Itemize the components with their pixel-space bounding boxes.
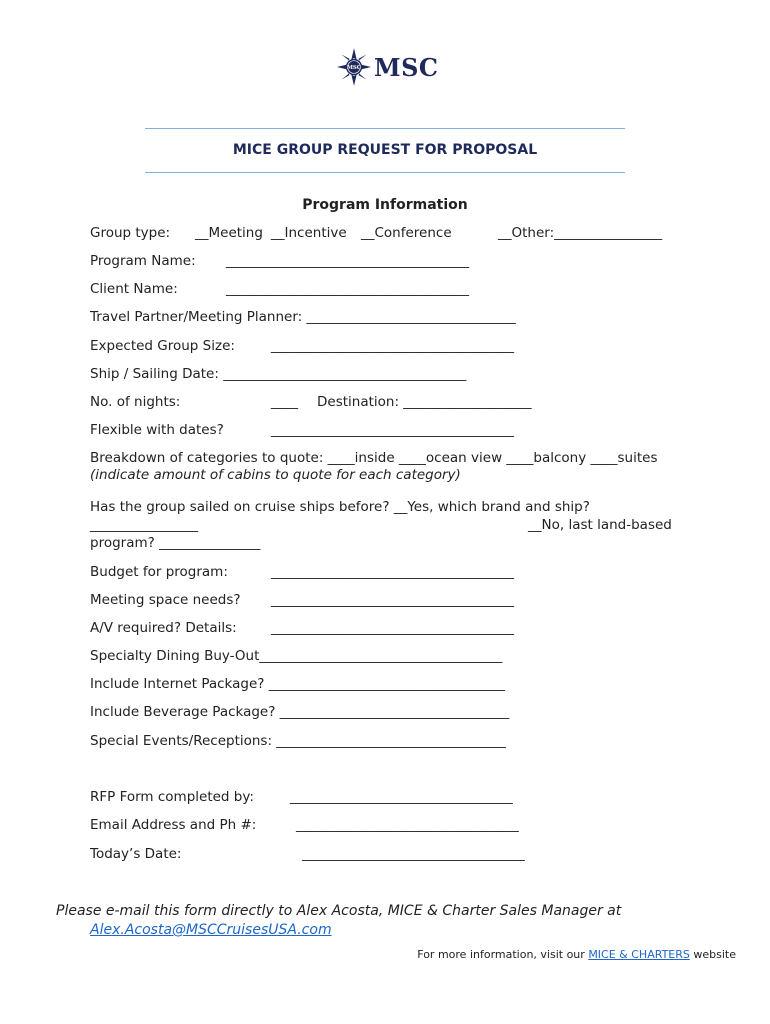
completed-by-label: RFP Form completed by: [90,789,254,805]
program-name-field[interactable]: ____________________________________ [226,253,469,269]
client-name-label: Client Name: [90,281,178,297]
no-land-based-option[interactable]: __No, last land-based [528,517,672,533]
last-program-field[interactable]: program? _______________ [90,535,261,551]
group-size-label: Expected Group Size: [90,338,235,354]
av-field[interactable]: ____________________________________ [271,620,514,636]
more-info [417,948,736,961]
email-instructions [56,902,621,940]
travel-partner-field[interactable]: Travel Partner/Meeting Planner: _______________________________ [90,309,516,325]
compass-rose-icon [336,47,372,87]
nights-label: No. of nights: [90,394,181,410]
sailed-before-question[interactable]: Has the group sailed on cruise ships before? __Yes, which brand and ship? [90,499,590,515]
destination-field[interactable]: Destination: ___________________ [317,394,532,410]
internet-package-field[interactable]: Include Internet Package? ___________________________________ [90,676,505,692]
group-type-label: Group type: [90,225,171,241]
mice-charters-link[interactable]: MICE & CHARTERS [588,948,690,961]
meeting-option[interactable]: __Meeting [195,225,263,241]
todays-date-label: Today’s Date: [90,846,182,862]
category-breakdown-note: (indicate amount of cabins to quote for each category) [90,467,461,483]
group-size-field[interactable]: ____________________________________ [271,338,514,354]
meeting-space-label: Meeting space needs? [90,592,241,608]
flexible-dates-field[interactable]: ____________________________________ [271,422,514,438]
meeting-space-field[interactable]: ____________________________________ [271,592,514,608]
todays-date-field[interactable]: _________________________________ [302,846,525,862]
beverage-package-field[interactable]: Include Beverage Package? __________________________________ [90,704,510,720]
brand-name: MSC [374,52,439,82]
email-instructions-text: Please e-mail this form directly to Alex Acosta, MICE & Charter Sales Manager at [56,903,622,919]
av-label: A/V required? Details: [90,620,237,636]
conference-option[interactable]: __Conference [361,225,452,241]
email-phone-field[interactable]: _________________________________ [296,817,519,833]
title-rule-bottom [145,172,625,173]
special-events-field[interactable]: Special Events/Receptions: __________________________________ [90,733,506,749]
section-heading: Program Information [302,197,468,213]
other-option[interactable]: __Other:________________ [498,225,663,241]
more-info-prefix: For more information, visit our [417,948,585,961]
nights-field[interactable]: ____ [271,394,298,410]
client-name-field[interactable]: ____________________________________ [226,281,469,297]
emblem-text: MSC [346,65,362,72]
flexible-dates-label: Flexible with dates? [90,422,224,438]
title-rule-top [145,128,625,129]
document-title: MICE GROUP REQUEST FOR PROPOSAL [232,142,538,158]
budget-label: Budget for program: [90,564,228,580]
completed-by-field[interactable]: _________________________________ [290,789,513,805]
category-breakdown-field[interactable]: Breakdown of categories to quote: ____inside ____ocean view ____balcony ____suites [90,450,658,466]
sailing-date-field[interactable]: Ship / Sailing Date: ____________________________________ [90,366,467,382]
program-name-label: Program Name: [90,253,196,269]
msc-logo [336,47,439,87]
contact-email-link[interactable]: Alex.Acosta@MSCCruisesUSA.com [90,922,332,938]
email-phone-label: Email Address and Ph #: [90,817,257,833]
budget-field[interactable]: ____________________________________ [271,564,514,580]
sailed-brand-field[interactable]: ________________ [90,517,198,533]
incentive-option[interactable]: __Incentive [271,225,347,241]
more-info-suffix: website [693,948,736,961]
specialty-dining-field[interactable]: Specialty Dining Buy-Out____________________________________ [90,648,503,664]
